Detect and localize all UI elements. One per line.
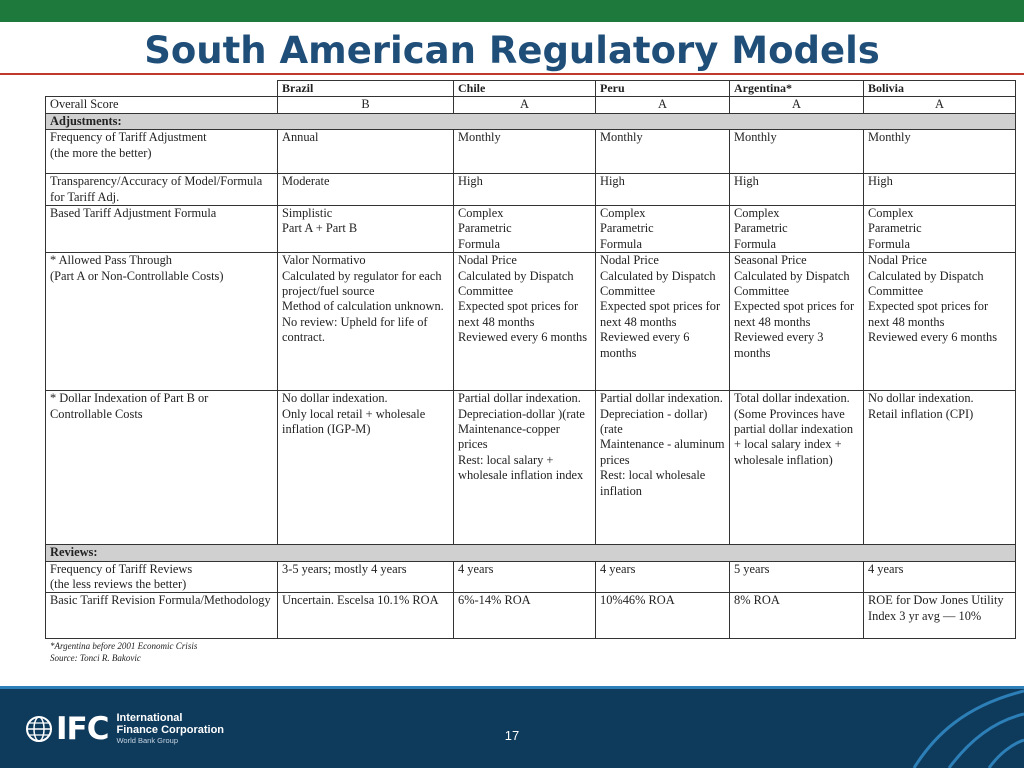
table-row (46, 130, 1016, 174)
logo-line-world-bank-group: World Bank Group (116, 736, 179, 745)
overall-score-row (46, 97, 1016, 113)
table-cell: Simplistic Part A + Part B (278, 206, 454, 253)
table-cell: High (454, 174, 596, 206)
table-cell: Uncertain. Escelsa 10.1% ROA (278, 593, 454, 639)
table-row (46, 593, 1016, 639)
table-cell: Nodal Price Calculated by Dispatch Committee Expected spot prices for next 48 months Reviewed every 6 months (454, 253, 596, 391)
table-cell: Total dollar indexation. (Some Provinces have partial dollar indexation + local salary index + wholesale inflation) (730, 391, 864, 545)
table-cell: ROE for Dow Jones Utility Index 3 yr avg — 10% (864, 593, 1016, 639)
table-cell: Nodal Price Calculated by Dispatch Committee Expected spot prices for next 48 months Reviewed every 6 months (596, 253, 730, 391)
table-cell: High (730, 174, 864, 206)
table-row (46, 174, 1016, 206)
footnote-argentina: *Argentina before 2001 Economic Crisis (50, 641, 198, 651)
table-cell: Monthly (864, 130, 1016, 174)
row-label: * Dollar Indexation of Part B or Controllable Costs (46, 391, 278, 545)
section-heading-row (46, 113, 1016, 129)
table-cell: Complex Parametric Formula (596, 206, 730, 253)
row-label: Frequency of Tariff Adjustment (the more the better) (46, 130, 278, 174)
logo-text (116, 712, 224, 746)
ifc-logo (26, 712, 224, 746)
table-cell: A (596, 97, 730, 113)
slide-title: South American Regulatory Models (144, 29, 880, 72)
table-cell: A (864, 97, 1016, 113)
footer-decoration (894, 686, 1024, 768)
table-cell: A (730, 97, 864, 113)
row-label: * Allowed Pass Through (Part A or Non-Controllable Costs) (46, 253, 278, 391)
footnotes (50, 640, 550, 664)
table-cell: High (864, 174, 1016, 206)
table-cell: Annual (278, 130, 454, 174)
table-cell: Partial dollar indexation. Depreciation - dollar)(rate Maintenance - aluminum prices Rest: local wholesale inflation (596, 391, 730, 545)
title-divider (0, 73, 1024, 75)
row-label: Based Tariff Adjustment Formula (46, 206, 278, 253)
table-cell: Moderate (278, 174, 454, 206)
column-header-peru: Peru (596, 81, 730, 97)
column-header-bolivia: Bolivia (864, 81, 1016, 97)
regulatory-models-table (45, 80, 1016, 639)
table-cell: No dollar indexation. Retail inflation (CPI) (864, 391, 1016, 545)
table-cell: Partial dollar indexation. Depreciation-dollar )(rate Maintenance-copper prices Rest: local salary + wholesale inflation index (454, 391, 596, 545)
table-cell: 4 years (454, 561, 596, 593)
table-row (46, 561, 1016, 593)
section-heading-row (46, 545, 1016, 561)
table-cell: B (278, 97, 454, 113)
table-cell: Complex Parametric Formula (454, 206, 596, 253)
footer-accent-line (0, 686, 1024, 689)
column-header-chile: Chile (454, 81, 596, 97)
section-heading: Reviews: (46, 545, 1016, 561)
row-label: Overall Score (46, 97, 278, 113)
table-cell: High (596, 174, 730, 206)
globe-icon (26, 716, 52, 742)
table-row (46, 206, 1016, 253)
table-row (46, 391, 1016, 545)
table-cell: Valor Normativo Calculated by regulator for each project/fuel source Method of calculation unknown. No review: Upheld for life of contract. (278, 253, 454, 391)
table-cell: 6%-14% ROA (454, 593, 596, 639)
table-cell: 8% ROA (730, 593, 864, 639)
header-row (46, 81, 1016, 97)
table-cell: Monthly (454, 130, 596, 174)
table-cell: 4 years (864, 561, 1016, 593)
column-header-brazil: Brazil (278, 81, 454, 97)
table-cell: 10%46% ROA (596, 593, 730, 639)
row-label: Basic Tariff Revision Formula/Methodology (46, 593, 278, 639)
column-header-argentina: Argentina* (730, 81, 864, 97)
logo-line-finance-corporation: Finance Corporation (116, 724, 225, 736)
table-row (46, 253, 1016, 391)
header-corner (46, 81, 278, 97)
top-accent-bar (0, 0, 1024, 22)
row-label: Transparency/Accuracy of Model/Formula for Tariff Adj. (46, 174, 278, 206)
row-label: Frequency of Tariff Reviews (the less reviews the better) (46, 561, 278, 593)
table-cell: 4 years (596, 561, 730, 593)
logo-wordmark: IFC (56, 711, 109, 747)
table-cell: Seasonal Price Calculated by Dispatch Committee Expected spot prices for next 48 months Reviewed every 3 months (730, 253, 864, 391)
footer-bar (0, 686, 1024, 768)
table-cell: 5 years (730, 561, 864, 593)
section-heading: Adjustments: (46, 113, 1016, 129)
footnote-source: Source: Tonci R. Bakovic (50, 653, 141, 663)
logo-line-international: International (116, 712, 183, 724)
table-cell: Complex Parametric Formula (864, 206, 1016, 253)
table-cell: Complex Parametric Formula (730, 206, 864, 253)
table-cell: A (454, 97, 596, 113)
table-cell: No dollar indexation. Only local retail + wholesale inflation (IGP-M) (278, 391, 454, 545)
table-cell: Nodal Price Calculated by Dispatch Committee Expected spot prices for next 48 months Reviewed every 6 months (864, 253, 1016, 391)
table-cell: Monthly (730, 130, 864, 174)
page-number: 17 (504, 728, 520, 743)
table-cell: 3-5 years; mostly 4 years (278, 561, 454, 593)
table-cell: Monthly (596, 130, 730, 174)
